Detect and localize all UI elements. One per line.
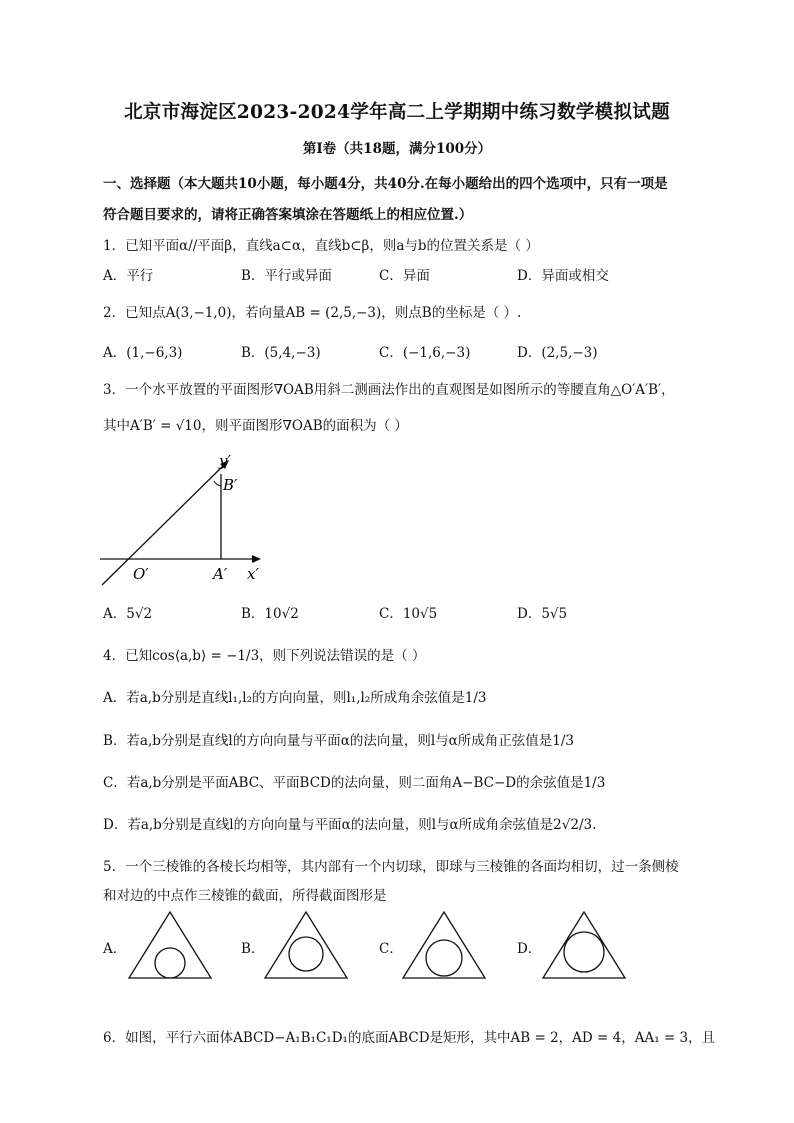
- q5-option-c-figure: [399, 908, 489, 982]
- label-y-prime: y′: [219, 452, 231, 470]
- q2-option-b: B．(5,4,−3): [241, 345, 321, 361]
- q5-option-a-label: A．: [103, 941, 127, 957]
- angle-arc: [214, 481, 221, 486]
- q3-options: [103, 602, 703, 622]
- q3-option-d: D．5√5: [517, 606, 568, 622]
- q2-option-d: D．(2,5,−3): [517, 345, 598, 361]
- q3-option-a: A．5√2: [103, 606, 153, 622]
- q5-option-b-figure: [261, 908, 351, 982]
- circle-shape: [155, 948, 185, 978]
- q3-option-c: C．10√5: [379, 606, 438, 622]
- q3-figure: [95, 448, 275, 593]
- y-axis-line: [102, 464, 225, 585]
- q3-stem-line1: 3．一个水平放置的平面图形∇OAB用斜二测画法作出的直观图是如图所示的等腰直角△O′A′B′，: [103, 382, 675, 398]
- circle-shape: [564, 932, 604, 972]
- paper-subtitle: 第Ⅰ卷（共18题，满分100分）: [302, 141, 492, 157]
- triangle-shape: [265, 912, 347, 978]
- q3-option-b: B．10√2: [241, 606, 299, 622]
- q5-option-d-label: D．: [517, 941, 542, 957]
- q5-options: [103, 908, 663, 983]
- label-x-prime: x′: [247, 565, 259, 583]
- label-b-prime: B′: [223, 476, 238, 494]
- q5-option-c-label: C．: [379, 941, 403, 957]
- x-axis-arrow-icon: [252, 555, 261, 563]
- q1-options: [103, 264, 703, 284]
- q4-option-b: B．若a,b分别是直线l的方向向量与平面α的法向量，则l与α所成角正弦值是1/3: [103, 733, 574, 749]
- section-heading-line2: 符合题目要求的，请将正确答案填涂在答题纸上的相应位置.）: [103, 207, 473, 223]
- q5-option-a-figure: [125, 908, 215, 982]
- q1-option-c: C．异面: [379, 268, 430, 284]
- q5-option-b-label: B．: [241, 941, 265, 957]
- triangle-shape: [129, 912, 211, 978]
- q3-stem-line2: 其中A′B′ = √10，则平面图形∇OAB的面积为（ ）: [103, 418, 408, 434]
- q4-stem: 4．已知cos⟨a,b⟩ = −1/3，则下列说法错误的是（ ）: [103, 648, 426, 664]
- q4-option-c: C．若a,b分别是平面ABC、平面BCD的法向量，则二面角A−BC−D的余弦值是1/3: [103, 775, 606, 791]
- triangle-shape: [403, 912, 485, 978]
- triangle-shape: [543, 912, 625, 978]
- q2-stem: 2．已知点A(3,−1,0)，若向量AB = (2,5,−3)，则点B的坐标是（ ）.: [103, 305, 522, 321]
- q4-option-d: D．若a,b分别是直线l的方向向量与平面α的法向量，则l与α所成角余弦值是2√2/3.: [103, 817, 597, 833]
- circle-shape: [289, 937, 323, 971]
- q1-option-d: D．异面或相交: [517, 268, 609, 284]
- q5-stem-line2: 和对边的中点作三棱锥的截面，所得截面图形是: [103, 888, 387, 904]
- q4-option-a: A．若a,b分别是直线l₁,l₂的方向向量，则l₁,l₂所成角余弦值是1/3: [103, 690, 487, 706]
- q6-stem: 6．如图，平行六面体ABCD−A₁B₁C₁D₁的底面ABCD是矩形，其中AB = 2，AD = 4，AA₁ = 3，且: [103, 1030, 716, 1046]
- q2-options: [103, 341, 703, 361]
- q5-option-d-figure: [539, 908, 629, 982]
- section-heading-line1: 一、选择题（本大题共10小题，每小题4分，共40分.在每小题给出的四个选项中，只有一项是: [103, 176, 668, 192]
- label-o-prime: O′: [133, 565, 149, 583]
- q2-option-c: C．(−1,6,−3): [379, 345, 471, 361]
- q1-option-b: B．平行或异面: [241, 268, 332, 284]
- page-title: 北京市海淀区2023-2024学年高二上学期期中练习数学模拟试题: [124, 102, 670, 123]
- q1-option-a: A．平行: [103, 268, 154, 284]
- q2-option-a: A．(1,−6,3): [103, 345, 183, 361]
- q5-stem-line1: 5．一个三棱锥的各棱长均相等，其内部有一个内切球，即球与三棱锥的各面均相切，过一条侧棱: [103, 859, 679, 875]
- circle-shape: [426, 940, 462, 976]
- q1-stem: 1．已知平面α//平面β，直线a⊂α，直线b⊂β，则a与b的位置关系是（ ）: [103, 238, 539, 254]
- label-a-prime: A′: [213, 565, 228, 583]
